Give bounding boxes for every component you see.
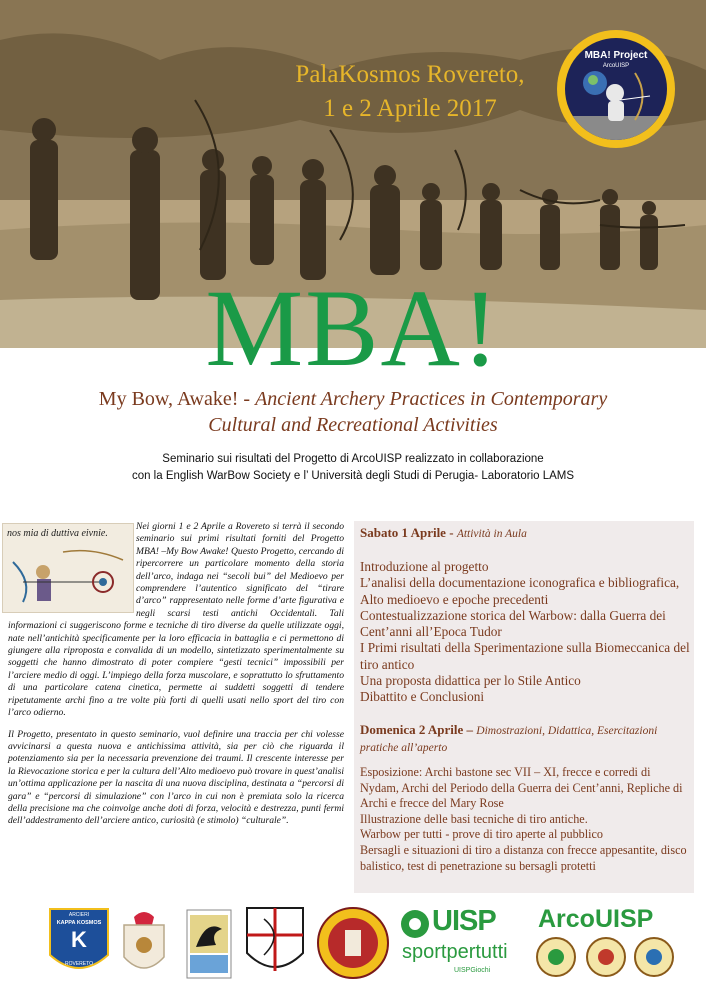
day1-item: Introduzione al progetto — [360, 559, 489, 574]
day1-list — [360, 559, 690, 706]
day2-note: Dimostrazioni, Didattica, Esercitazioni pratiche all’aperto — [360, 725, 658, 754]
uisp-name: UISP — [432, 905, 496, 937]
subtitle-line1: Ancient Archery Practices in Contemporary — [255, 388, 608, 410]
day1-note: Attività in Aula — [456, 528, 527, 540]
day1-heading: Sabato 1 Aprile - Attività in Aula — [360, 525, 527, 540]
intro-paragraph-1: Nei giorni 1 e 2 Aprile a Rovereto si terrà il secondo seminario sui primi risultati forniti del Progetto MBA! –My Bow Awake! Questo Progetto, cercando di ripercorrere un particolare momento della storia dell’arco, indaga nei “secoli bui” del Medioevo per comprendere l’autentico significato del “tirare d’arco” rappresentato nelle forme d’arte figurativa e negli scarsi testi antichi Occidentali. Tali informazioni ci suggeriscono forme e tecniche di tiro diverse da quelle utilizzate oggi, nate nell’antichità specificamente per la loro efficacia in battaglia e ci permettono di giungere alla riproposta e convalida di un modello, sintetizzato sperimentalmente su soggetti che hanno dimostrato di poter compiere “gesti tecnici” impossibili per l’arciere medio di oggi. L’impiego della forza muscolare, e soprattutto lo sfruttamento di una particolare catena cinetica, permette ai suddetti soggetti di tendere ripetutamente archi fino a tre volte più forti di quelli usati nello sport del tiro con l’arco odierno. — [8, 521, 344, 719]
university-seal-icon — [316, 906, 390, 980]
subtitle-lead: My Bow, Awake! - — [98, 388, 256, 410]
project-badge — [557, 30, 675, 148]
archer-shield-icon — [244, 905, 306, 981]
arcouisp-name: ArcoUISP — [538, 905, 654, 933]
day1-item: I Primi risultati della Sperimentazione sulla Biomeccanica del tiro antico — [360, 640, 690, 672]
kappa-kosmos-logo — [48, 907, 110, 981]
kappa-top-label: ARCIERI — [68, 912, 90, 918]
uisp-tagline: sportpertutti — [402, 941, 508, 963]
day1-item: Dibattito e Conclusioni — [360, 689, 485, 705]
day2-item: Illustrazione delle basi tecniche di tiro antiche. — [360, 811, 588, 826]
badge-subtitle: ArcoUISP — [602, 63, 630, 69]
day2-label: Domenica 2 Aprile — [360, 722, 464, 737]
day2-item: Bersagli e situazioni di tiro a distanza con frecce appesantite, disco balistico, test di penetrazione su bersagli protetti — [360, 842, 687, 873]
intro-text — [8, 521, 344, 837]
kappa-name-label: KAPPA KOSMOS — [56, 920, 102, 926]
day2-item: Esposizione: Archi bastone sec VII – XI, frecce e corredi di Nydam, Archi del Periodo della Guerra dei Cent’anni, Repliche di Archi e frecce del Mary Rose — [360, 765, 683, 811]
seminar-line-2: con la English WarBow Society e l’ Università degli Studi di Perugia- Laboratorio LAMS — [131, 470, 575, 482]
crest-logo-icon — [118, 907, 170, 981]
intro-paragraph-2: Il Progetto, presentato in questo seminario, vuol definire una traccia per chi volesse avvicinarsi a questa nuova e antichissima attività, sia per ciò che riguarda il potenziamento sia per la necessaria prevenzione dei traumi. Il crescente interesse per la Rievocazione storica e per la cultura dell’Alto medioevo può trovare in quest’analisi un’ottima applicazione per la nascita di una nuova disciplina, destinata a “percorsi di gara” e “percorsi di simulazione” con l’arco in cui non è premiata solo la ricerca della precisione ma che coinvolge anche doti di forza, velocità e destrezza, punti fermi dell’addestramento dell’arciere antico, curiosità (e stimolo) “culturale”. — [8, 728, 344, 827]
uisp-sub: UISPGiochi — [454, 967, 491, 974]
subtitle-line2: Cultural and Recreational Activities — [208, 414, 498, 436]
day1-item: L’analisi della documentazione iconografica e bibliografica, Alto medioevo e epoche precedenti — [360, 575, 680, 607]
badge-inner — [565, 38, 667, 140]
kappa-city-label: ROVERETO — [65, 961, 93, 967]
day2-item: Warbow per tutti - prove di tiro aperte al pubblico — [360, 827, 604, 842]
day2-heading: Domenica 2 Aprile – Dimostrazioni, Didattica, Esercitazioni pratiche all’aperto — [360, 722, 658, 754]
main-title: MBA! — [205, 267, 501, 389]
dragon-crest-icon — [186, 909, 232, 979]
day2-list — [360, 765, 690, 874]
day1-label: Sabato 1 Aprile — [360, 525, 446, 540]
astronaut-archer-icon — [565, 38, 667, 140]
badge-title: MBA! Project — [584, 50, 648, 61]
arcouisp-logo — [534, 907, 704, 981]
uisp-logo — [400, 907, 522, 981]
seminar-description — [0, 451, 706, 485]
kappa-kosmos-shield-icon — [48, 907, 110, 981]
event-venue-dates — [270, 58, 550, 126]
uisp-mark-icon — [400, 909, 430, 939]
program-box — [354, 521, 694, 893]
day1-item: Contestualizzazione storica del Warbow: dalla Guerra dei Cent’anni all’Epoca Tudor — [360, 607, 666, 640]
day1-item: Una proposta didattica per lo Stile Antico — [360, 673, 581, 689]
seminar-line-1: Seminario sui risultati del Progetto di ArcoUISP realizzato in collaborazione — [162, 453, 544, 465]
subtitle — [0, 386, 706, 438]
arcouisp-circles-icon — [534, 935, 704, 981]
dates-text: 1 e 2 Aprile 2017 — [323, 95, 497, 122]
venue-text: PalaKosmos Rovereto, — [295, 61, 525, 88]
svg-text:K: K — [71, 927, 87, 952]
manuscript-caption: nos mia di duttiva eivnie. — [7, 528, 108, 539]
